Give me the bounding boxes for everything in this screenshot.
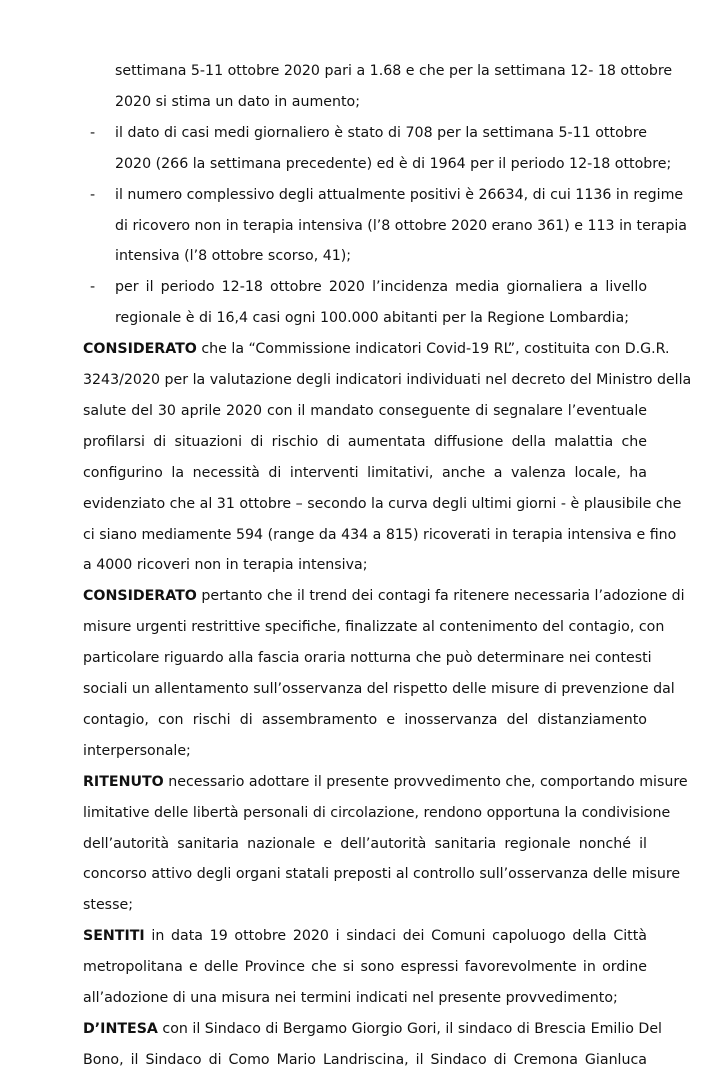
list-item-line: 2020 (266 la settimana precedente) ed è di 1964 per il periodo 12-18 ottobre; (115, 155, 672, 172)
list-item-line: regionale è di 16,4 casi ogni 100.000 abitanti per la Regione Lombardia; (115, 310, 629, 327)
paragraph-line: contagio, con rischi di assembramento e inosservanza del distanziamento (83, 711, 647, 728)
paragraph-line: misure urgenti restrittive specifiche, finalizzate al contenimento del contagio, con (83, 619, 665, 636)
list-item-line: il numero complessivo degli attualmente positivi è 26634, di cui 1136 in regime (115, 186, 684, 203)
paragraph-line: metropolitana e delle Province che si sono espressi favorevolmente in ordine (83, 959, 647, 976)
paragraph-line: sociali un allentamento sull’osservanza del rispetto delle misure di prevenzione dal (83, 681, 675, 697)
paragraph-keyword: CONSIDERATO (83, 588, 197, 605)
paragraph-line (83, 581, 685, 611)
paragraph-line: particolare riguardo alla fascia oraria notturna che può determinare nei contesti (83, 650, 652, 667)
paragraph-line: a 4000 ricoveri non in terapia intensiva; (83, 557, 368, 574)
paragraph-line: ci siano mediamente 594 (range da 434 a 815) ricoverati in terapia intensiva e fino (83, 526, 677, 543)
paragraph-line: limitative delle libertà personali di circolazione, rendono opportuna la condivisione (83, 804, 671, 821)
paragraph-line: 3243/2020 per la valutazione degli indicatori individuati nel decreto del Ministro della (83, 372, 692, 388)
paragraph-line: interpersonale; (83, 742, 191, 759)
list-item-line: 2020 si stima un dato in aumento; (115, 93, 361, 110)
paragraph-line: dell’autorità sanitaria nazionale e dell’autorità sanitaria regionale nonché il (83, 835, 647, 852)
paragraph-keyword: SENTITI (83, 928, 145, 945)
paragraph-line: evidenziato che al 31 ottobre – secondo la curva degli ultimi giorni - è plausibile che (83, 495, 682, 512)
paragraph-line (83, 767, 688, 797)
paragraph-text: necessario adottare il presente provvedimento che, comportando misure (163, 773, 688, 790)
list-dash: - (90, 279, 96, 296)
list-dash: - (90, 186, 96, 203)
paragraph-line: profilarsi di situazioni di rischio di aumentata diffusione della malattia che (83, 433, 647, 450)
paragraph-text: che la “Commissione indicatori Covid-19 RL”, costituita con D.G.R. (196, 341, 670, 358)
paragraph-keyword: CONSIDERATO (83, 341, 197, 358)
list-item-line: per il periodo 12-18 ottobre 2020 l’incidenza media giornaliera a livello (115, 279, 647, 296)
paragraph-line: all’adozione di una misura nei termini indicati nel presente provvedimento; (83, 990, 618, 1006)
list-item-line: il dato di casi medi giornaliero è stato di 708 per la settimana 5-11 ottobre (115, 124, 647, 141)
paragraph-line: Bono, il Sindaco di Como Mario Landriscina, il Sindaco di Cremona Gianluca (83, 1051, 647, 1068)
list-item-line: settimana 5-11 ottobre 2020 pari a 1.68 e che per la settimana 12- 18 ottobre (115, 63, 673, 79)
list-item-line: intensiva (l’8 ottobre scorso, 41); (115, 248, 352, 265)
paragraph-line: concorso attivo degli organi statali preposti al controllo sull’osservanza delle misure (83, 866, 681, 883)
paragraph-line (83, 334, 670, 364)
paragraph-text: in data 19 ottobre 2020 i sindaci dei Comuni capoluogo della Città (144, 928, 647, 945)
paragraph-line: salute del 30 aprile 2020 con il mandato conseguente di segnalare l’eventuale (83, 402, 647, 419)
paragraph-line (83, 1014, 663, 1044)
paragraph-text: pertanto che il trend dei contagi fa ritenere necessaria l’adozione di (196, 588, 685, 605)
paragraph-line: stesse; (83, 897, 133, 914)
paragraph-line (83, 921, 647, 951)
list-item-line: di ricovero non in terapia intensiva (l’8 ottobre 2020 erano 361) e 113 in terapia (115, 217, 687, 234)
paragraph-keyword: RITENUTO (83, 773, 164, 790)
paragraph-text: con il Sindaco di Bergamo Giorgio Gori, il sindaco di Brescia Emilio Del (157, 1020, 663, 1037)
paragraph-keyword: D’INTESA (83, 1020, 158, 1037)
list-dash: - (90, 124, 96, 141)
paragraph-line: configurino la necessità di interventi limitativi, anche a valenza locale, ha (83, 464, 647, 481)
